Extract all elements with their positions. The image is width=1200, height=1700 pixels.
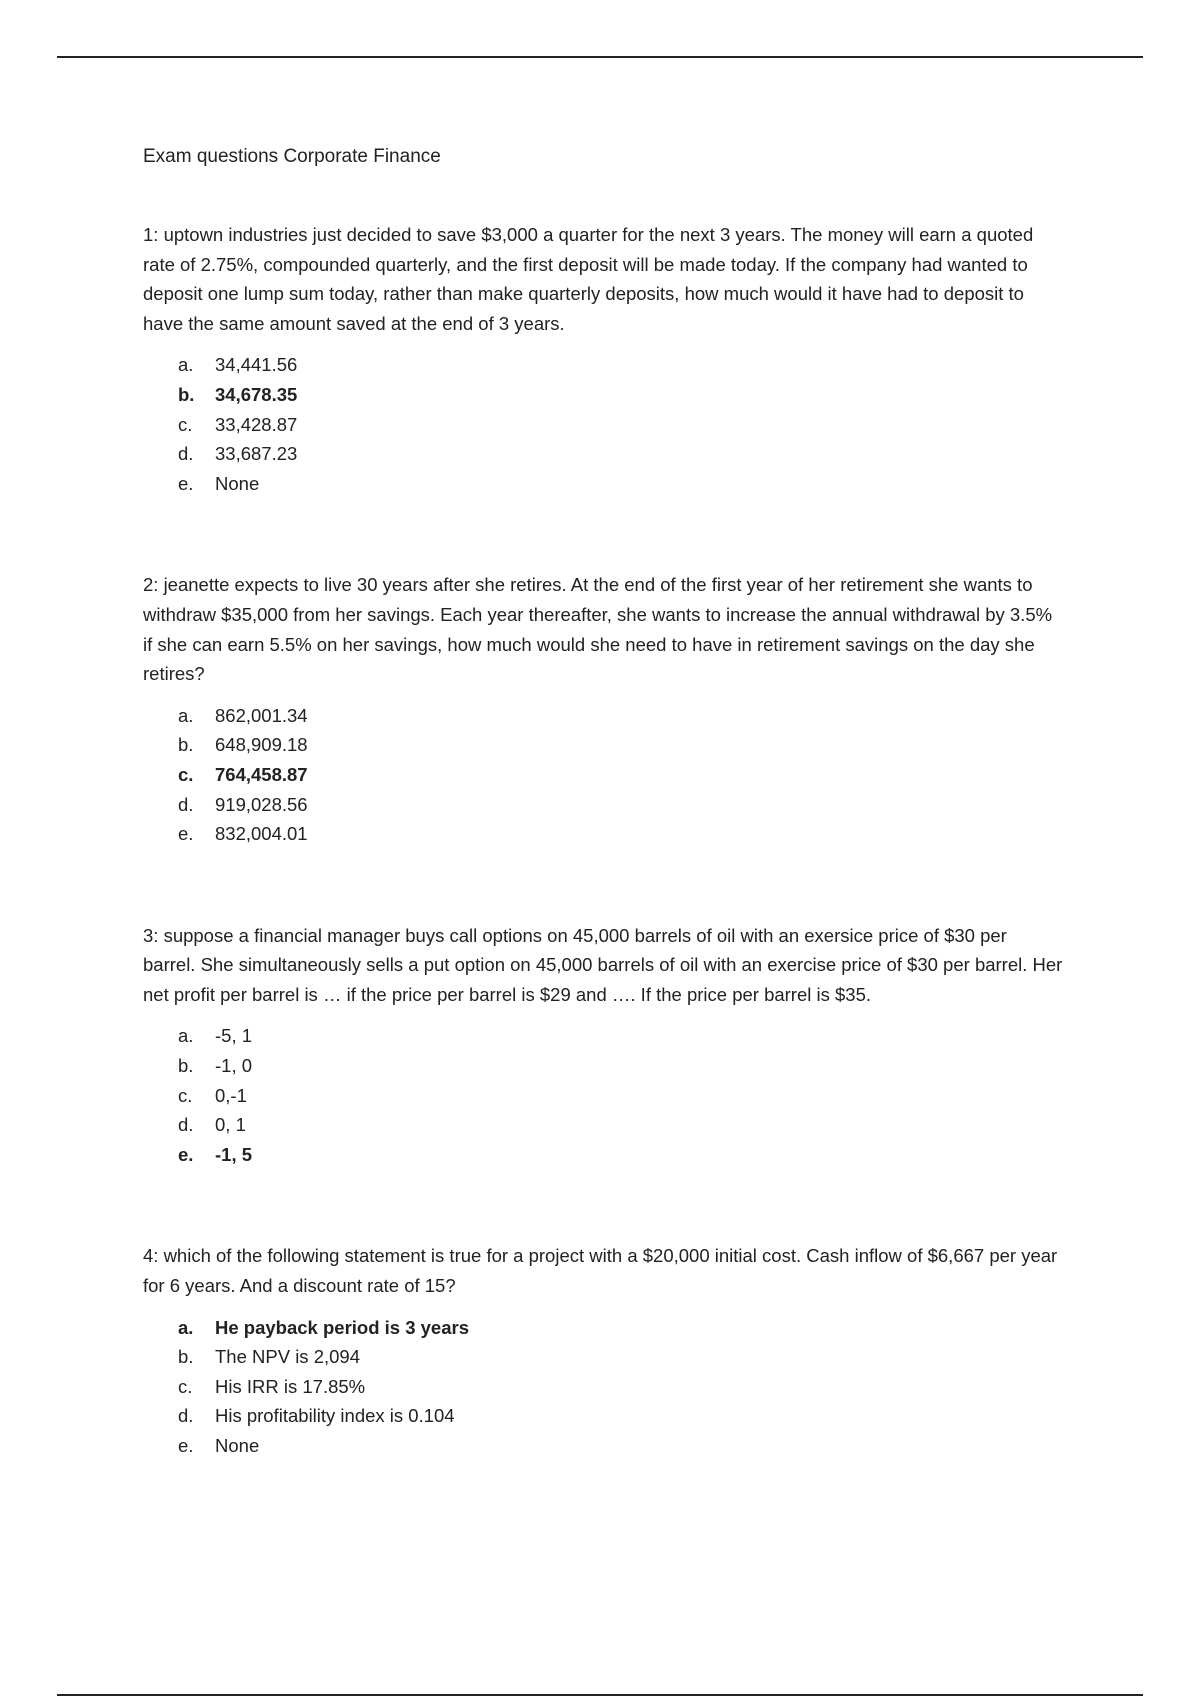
option-letter: d. [178,1114,194,1136]
answer-option [178,819,1063,849]
option-text: His IRR is 17.85% [215,1375,366,1397]
option-text: 0,-1 [215,1084,247,1106]
option-text: 0, 1 [215,1114,246,1136]
answer-option [178,1342,1063,1372]
option-letter: e. [178,1435,194,1456]
question-1 [143,220,1063,498]
answer-option [178,1051,1063,1081]
answer-options [143,1021,1063,1169]
option-letter: a. [178,354,194,376]
answer-option [178,350,1063,380]
answer-options [143,350,1063,498]
answer-option-correct [178,760,1063,790]
answer-option [178,1431,1063,1461]
answer-option [178,469,1063,499]
option-letter: a. [178,704,194,726]
option-text: None [215,472,260,494]
answer-option [178,1401,1063,1431]
answer-option [178,1110,1063,1140]
document-body [143,142,1063,1461]
option-letter: e. [178,472,194,494]
option-text: 34,678.35 [215,383,298,405]
answer-option [178,790,1063,820]
header-rule [57,56,1143,58]
answer-option [178,1081,1063,1111]
option-letter: b. [178,734,194,756]
answer-option [178,730,1063,760]
answer-option [178,1021,1063,1051]
answer-option-correct [178,380,1063,410]
option-letter: e. [178,823,194,845]
option-letter: a. [178,1025,194,1047]
option-text: None [215,1435,260,1456]
option-text: 33,687.23 [215,443,298,465]
option-text: 34,441.56 [215,354,298,376]
option-letter: c. [178,1084,193,1106]
option-letter: c. [178,763,194,785]
option-text: 862,001.34 [215,704,308,726]
option-text: The NPV is 2,094 [215,1346,360,1368]
option-text: His profitability index is 0.104 [215,1405,455,1427]
option-text: 648,909.18 [215,734,308,756]
answer-option [178,701,1063,731]
answer-option-correct [178,1140,1063,1170]
question-2 [143,570,1063,848]
option-text: 832,004.01 [215,823,308,845]
option-letter: d. [178,443,194,465]
option-text: 919,028.56 [215,793,308,815]
option-text: He payback period is 3 years [215,1316,469,1338]
option-text: 33,428.87 [215,413,298,435]
question-text: 3: suppose a financial manager buys call options on 45,000 barrels of oil with an exersice price of $30 per barrel. She simultaneously sells a put option on 45,000 barrels of oil with an exercise price of $30 per barrel. Her net profit per barrel is … if the price per barrel is $29 and …. If the price per barrel is $35. [143,924,1063,1005]
question-3 [143,921,1063,1170]
option-letter: b. [178,1055,194,1077]
option-letter: c. [178,1375,193,1397]
question-text: 2: jeanette expects to live 30 years after she retires. At the end of the first year of her retirement she wants to withdraw $35,000 from her savings. Each year thereafter, she wants to increase the annual withdrawal by 3.5% if she can earn 5.5% on her savings, how much would she need to have in retirement savings on the day she retires? [143,574,1053,685]
option-letter: a. [178,1316,194,1338]
question-text: 1: uptown industries just decided to save $3,000 a quarter for the next 3 years. The money will earn a quoted rate of 2.75%, compounded quarterly, and the first deposit will be made today. If the company had wanted to deposit one lump sum today, rather than make quarterly deposits, how much would it have had to deposit to have the same amount saved at the end of 3 years. [143,224,1034,334]
option-letter: b. [178,1346,194,1368]
option-text: -1, 5 [215,1143,253,1165]
answer-option-correct [178,1313,1063,1343]
answer-options [143,701,1063,849]
answer-option [178,410,1063,440]
answer-option [178,1372,1063,1402]
option-text: 764,458.87 [215,763,308,785]
option-letter: c. [178,413,193,435]
question-text: 4: which of the following statement is true for a project with a $20,000 initial cost. Cash inflow of $6,667 per year for 6 years. And a discount rate of 15? [143,1245,1058,1297]
document-title: Exam questions Corporate Finance [143,146,441,167]
answer-option [178,439,1063,469]
option-text: -1, 0 [215,1055,253,1077]
footer-rule [57,1694,1143,1696]
option-text: -5, 1 [215,1025,253,1047]
question-4 [143,1241,1063,1460]
option-letter: d. [178,793,194,815]
option-letter: e. [178,1143,194,1165]
option-letter: b. [178,383,195,405]
answer-options [143,1313,1063,1461]
option-letter: d. [178,1405,194,1427]
